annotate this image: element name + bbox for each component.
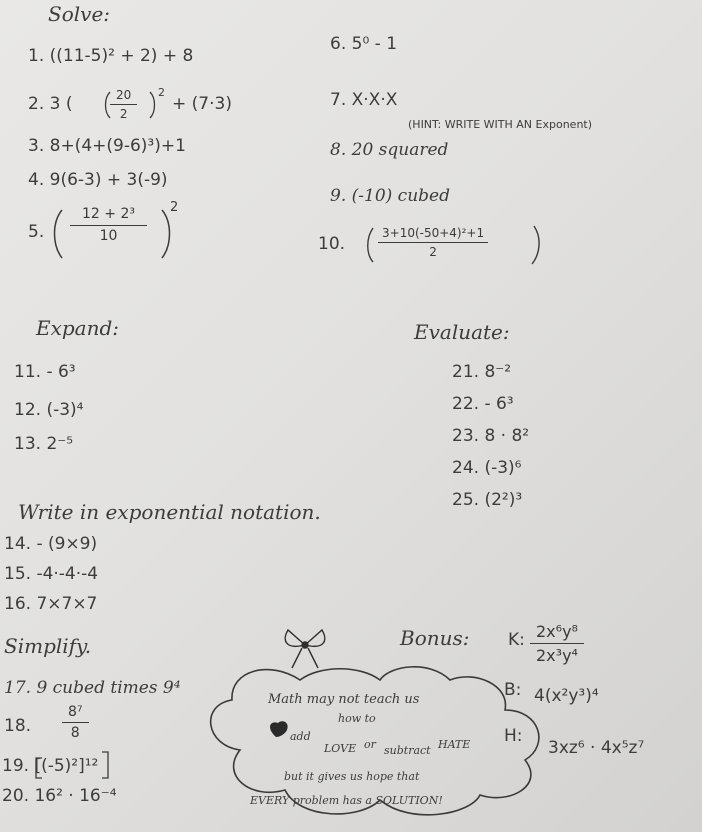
problem-15: 15. -4·-4·-4 (4, 564, 99, 584)
problem-12: 12. (-3)⁴ (14, 400, 84, 420)
heart-icon (270, 721, 288, 737)
section-title-write: Write in exponential notation. (18, 500, 321, 524)
bonus-k-fraction: $\frac{\text{2x⁶y⁸}}{\text{2x³y⁴}}$ (530, 622, 584, 665)
hint-text: (HINT: WRITE WITH AN Exponent) (408, 118, 593, 131)
problem-11: 11. - 6³ (14, 362, 76, 382)
bonus-b-label: B: (504, 680, 522, 700)
problem-5-label: 5. (28, 222, 45, 242)
problem-4: 4. 9(6-3) + 3(-9) (28, 170, 168, 190)
cloud-line-5: EVERY problem has a SOLUTION! (250, 794, 443, 807)
problem-2-exponent: 2 (158, 86, 165, 99)
section-title-expand: Expand: (36, 316, 120, 340)
problem-23: 23. 8 · 8² (452, 426, 530, 446)
problem-25: 25. (2²)³ (452, 490, 523, 510)
problem-18-label: 18. (4, 716, 32, 736)
cloud-add: add (290, 730, 311, 743)
problem-1: 1. ((11-5)² + 2) + 8 (28, 46, 194, 66)
cloud-line-1: Math may not teach us (268, 692, 420, 707)
problem-17: 17. 9 cubed times 9⁴ (4, 678, 181, 698)
bonus-b-expr: 4(x²y³)⁴ (534, 686, 599, 706)
problem-21: 21. 8⁻² (452, 362, 512, 382)
problem-6: 6. 5⁰ - 1 (330, 34, 398, 54)
problem-24: 24. (-3)⁶ (452, 458, 522, 478)
bonus-h-expr: 3xz⁶ · 4x⁵z⁷ (548, 738, 645, 758)
problem-2: 2. 3 ( (28, 94, 73, 114)
problem-2-rest: + (7·3) (172, 94, 232, 114)
section-title-solve: Solve: (48, 2, 111, 26)
problem-22: 22. - 6³ (452, 394, 514, 414)
problem-14: 14. - (9×9) (4, 534, 98, 554)
section-title-simplify: Simplify. (4, 634, 92, 658)
problem-5-fraction: $\frac{\text{12 + 2³}}{10}$ (70, 206, 147, 244)
cloud-hate: HATE (438, 738, 471, 751)
problem-20: 20. 16² · 16⁻⁴ (2, 786, 117, 806)
problem-5-exponent: 2 (170, 200, 179, 215)
problem-8: 8. 20 squared (330, 140, 449, 160)
cloud-love: LOVE (324, 742, 357, 755)
bonus-h-label: H: (504, 726, 523, 746)
bonus-k-label: K: (508, 630, 525, 650)
problem-13: 13. 2⁻⁵ (14, 434, 74, 454)
problem-7: 7. X·X·X (330, 90, 398, 110)
cloud-line-4: but it gives us hope that (284, 770, 420, 783)
section-title-evaluate: Evaluate: (414, 320, 510, 344)
bow-icon (285, 630, 325, 668)
problem-2-fraction: $\frac{20}{2}$ (110, 88, 137, 121)
problem-16: 16. 7×7×7 (4, 594, 98, 614)
problem-9: 9. (-10) cubed (330, 186, 450, 206)
bonus-title: Bonus: (400, 626, 470, 650)
problem-19: 19. [(-5)²]¹² (2, 756, 99, 776)
problem-18-fraction: $\frac{\text{8⁷}}{8}$ (62, 704, 89, 741)
paren-5-left (55, 210, 63, 258)
cloud-or: or (364, 738, 376, 751)
cloud-subtract: subtract (384, 744, 431, 757)
paren-5-right (162, 210, 170, 258)
problem-10-fraction: $\frac{\text{3+10(-50+4)²+1}}{2}$ (378, 226, 488, 259)
problem-3: 3. 8+(4+(9-6)³)+1 (28, 136, 186, 156)
problem-10-label: 10. (318, 234, 346, 254)
cloud-line-2: how to (338, 712, 376, 725)
